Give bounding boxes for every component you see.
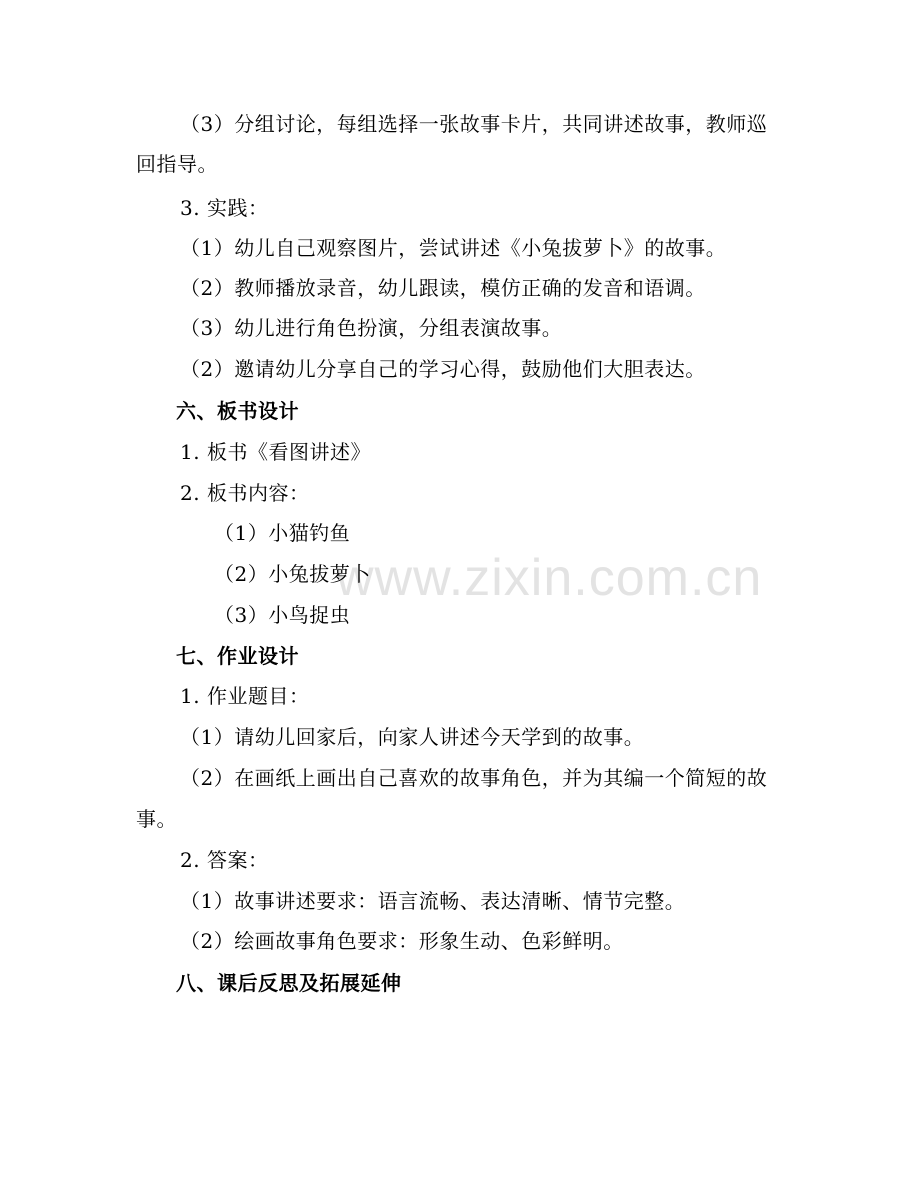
list-subitem: （3）小鸟捉虫: [214, 603, 351, 627]
list-item: （2）教师播放录音，幼儿跟读，模仿正确的发音和语调。: [180, 276, 706, 300]
list-item: （1）幼儿自己观察图片，尝试讲述《小兔拔萝卜》的故事。: [180, 236, 727, 260]
list-item: 2. 板书内容：: [180, 481, 310, 505]
list-subitem: （2）小兔拔萝卜: [214, 562, 371, 586]
list-item: 2. 答案：: [180, 848, 269, 872]
list-item: （2）在画纸上画出自己喜欢的故事角色，并为其编一个简短的故: [180, 766, 768, 790]
list-item: （3）幼儿进行角色扮演，分组表演故事。: [180, 316, 563, 340]
paragraph-line: （3）分组讨论，每组选择一张故事卡片，共同讲述故事，教师巡: [180, 112, 768, 136]
list-item: （1）请幼儿回家后，向家人讲述今天学到的故事。: [180, 725, 645, 749]
list-item: （2）绘画故事角色要求：形象生动、色彩鲜明。: [180, 929, 624, 953]
paragraph-line: 回指导。: [136, 152, 218, 176]
list-item: 1. 板书《看图讲述》: [180, 440, 371, 464]
section-heading: 八、课后反思及拓展延伸: [176, 971, 402, 995]
paragraph-line: 事。: [136, 807, 177, 831]
list-item: （1）故事讲述要求：语言流畅、表达清晰、情节完整。: [180, 889, 686, 913]
list-item: （2）邀请幼儿分享自己的学习心得，鼓励他们大胆表达。: [180, 357, 706, 381]
list-item: 1. 作业题目：: [180, 684, 310, 708]
list-subitem: （1）小猫钓鱼: [214, 521, 351, 545]
watermark: www.zixin.com.cn: [336, 549, 763, 607]
list-heading: 3. 实践：: [180, 196, 269, 220]
section-heading: 六、板书设计: [176, 399, 299, 423]
section-heading: 七、作业设计: [176, 644, 299, 668]
